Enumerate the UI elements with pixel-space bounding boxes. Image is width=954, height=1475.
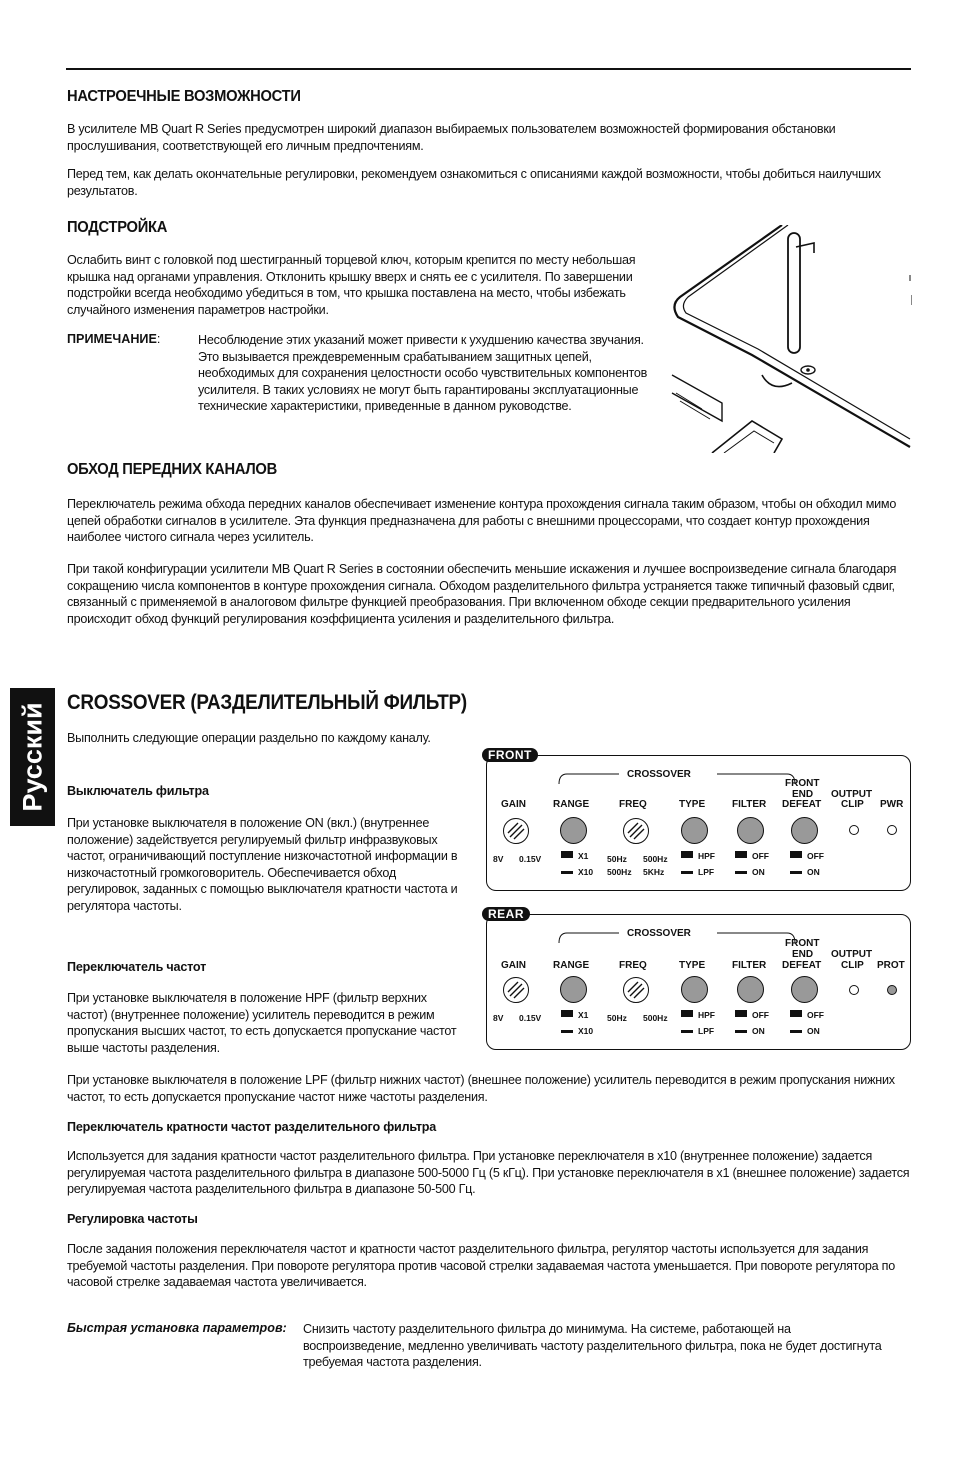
bypass-paragraph-2: При такой конфигурации усилители MB Quart R Series в состоянии обеспечить меньшие искажения и лучшее воспроизведение сигнала благодаря сокращению числа компонентов в контуре прохождения сигнала. Обходом разделительного фильтра устраняется также типичный фазовый сдвиг, связанный с применяемой в аналоговом фильтре функцией преобразования. При включенном обходе секции предварительного усиления происходит обход функций регулирования коэффициента усиления и разделительного фильтра. (67, 562, 897, 626)
front-end-defeat-switch[interactable] (791, 976, 818, 1003)
crossover-intro: Выполнить следующие операции раздельно по каждому каналу. (67, 731, 431, 745)
type-lpf-label: LPF (698, 1026, 715, 1036)
rear-control-panel (486, 914, 911, 1050)
fed-off-label: OFF (807, 851, 824, 861)
type-hpf-label: HPF (698, 851, 715, 861)
settings-paragraph-1: В усилителе MB Quart R Series предусмотрен широкий диапазон выбираемых пользователем возможностей формирования обстановки прослушивания, соответствующей его личным предпочтениям. (67, 122, 836, 153)
range-switch-x10-mark (561, 871, 573, 874)
lpf-text: При установке выключателя в положение LPF (фильтр нижних частот) (внешнее положение) усилитель переводится в режим пропускания нижних частот, то есть допускается пропускание частот ниже частоты разделения. (67, 1073, 895, 1104)
front-end-defeat-label-2: END (792, 789, 814, 800)
prot-led (887, 985, 897, 995)
front-end-defeat-label-3: DEFEAT (782, 799, 822, 810)
filter-switch-text: При установке выключателя в положение ON (вкл.) (внутреннее положение) задействуется регулируемый фильтр инфразвуковых частот, ограничивающий поступление низкочастотной информации в низкочастотный громкоговоритель. Обеспечивается обход регулировок, заданных с помощью выключателя кратности частота и регулятора частоты. (67, 816, 458, 913)
type-switch[interactable] (681, 976, 708, 1003)
fed-on-mark (790, 1030, 802, 1033)
note-text: Несоблюдение этих указаний может привести к ухудшению качества звучания. Это вызывается преждевременным срабатыванием защитных цепей, необходимых для сохранения целостности особо чувствительных компонентов усилителя. В таких условиях не могут быть гарантированы эксплуатационные технические характеристики, приведенные в данном руководстве. (198, 333, 648, 413)
freq-50hz-label: 50Hz (607, 1013, 627, 1023)
prot-label: PROT (877, 960, 905, 971)
filter-off-label: OFF (752, 1010, 769, 1020)
fed-off-label: OFF (807, 1010, 824, 1020)
freq-adjust-text: После задания положения переключателя частот и кратности частот разделительного фильтра, регулятор частоты используется для задания требуемой частоты разделения. При повороте регулятора против часовой стрелки задаваемая частота уменьшается. При повороте регулятора по часовой стрелке задаваемая частота увеличивается. (67, 1242, 895, 1289)
fed-off-mark (790, 1010, 802, 1017)
quick-setup-label: Быстрая установка параметров: (67, 1321, 287, 1335)
fed-on-label: ON (807, 1026, 820, 1036)
gain-min-label: 8V (493, 1013, 504, 1023)
freq-switch-text: При установке выключателя в положение HPF (фильтр верхних частот) (внутреннее положение) усилитель переводится в режим пропускания высших частот, то есть допускается пропускание частот выше частоты разделения. (67, 991, 457, 1055)
type-hpf-mark (681, 1010, 693, 1017)
freq-5khz-label: 5KHz (643, 867, 665, 877)
amplifier-lid-illustration (662, 225, 912, 453)
crossover-label: CROSSOVER (627, 928, 691, 939)
note-label: ПРИМЕЧАНИЕ: (67, 332, 161, 346)
range-x10-label: X10 (578, 867, 594, 877)
front-panel-label: FRONT (482, 748, 538, 762)
filter-on-mark (735, 1030, 747, 1033)
freq-50hz-label: 50Hz (607, 854, 627, 864)
type-switch[interactable] (681, 817, 708, 844)
range-x1-label: X1 (578, 851, 589, 861)
language-side-tab: Русский (10, 688, 55, 826)
type-hpf-label: HPF (698, 1010, 715, 1020)
freq-500hz-label: 500Hz (643, 1013, 668, 1023)
fed-on-label: ON (807, 867, 820, 877)
filter-on-label: ON (752, 1026, 765, 1036)
clip-label: CLIP (841, 960, 864, 971)
range-switch-x10-mark (561, 1030, 573, 1033)
pwr-led (887, 825, 897, 835)
range-x1-label: X1 (578, 1010, 589, 1020)
type-lpf-mark (681, 871, 693, 874)
front-end-defeat-label-2: END (792, 949, 814, 960)
range-label: RANGE (553, 799, 590, 810)
clip-led (849, 825, 859, 835)
top-rule (66, 68, 911, 70)
filter-off-label: OFF (752, 851, 769, 861)
output-label: OUTPUT (831, 949, 873, 960)
gain-knob[interactable] (503, 977, 529, 1003)
filter-label: FILTER (732, 799, 767, 810)
type-lpf-label: LPF (698, 867, 715, 877)
type-hpf-mark (681, 851, 693, 858)
tuning-paragraph: Ослабить винт с головкой под шестигранный торцевой ключ, которым крепится по месту небольшая крышка над органами управления. Отклонить крышку вверх и снять ее с усилителя. По завершении подстройки всегда необходимо убедиться в том, что крышка поставлена на место, чтобы избежать случайного изменения параметров настройки. (67, 253, 636, 317)
filter-off-mark (735, 1010, 747, 1017)
range-x10-label: X10 (578, 1026, 594, 1036)
section-title-front-bypass: ОБХОД ПЕРЕДНИХ КАНАЛОВ (67, 461, 277, 478)
freq-label: FREQ (619, 799, 647, 810)
multiplier-title: Переключатель кратности частот разделительного фильтра (67, 1120, 437, 1134)
freq-500hz-x10-label: 500Hz (607, 867, 632, 877)
filter-on-mark (735, 871, 747, 874)
filter-off-mark (735, 851, 747, 858)
freq-knob[interactable] (623, 977, 649, 1003)
freq-500hz-label: 500Hz (643, 854, 668, 864)
fed-on-mark (790, 871, 802, 874)
bypass-paragraph-1: Переключатель режима обхода передних каналов обеспечивает изменение контура прохождения сигнала таким образом, чтобы он обходил мимо цепей обработки сигналов в усилителе. Эта функция предназначена для работы с внешними процессорами, что создает контур прохождения наиболее чистого сигнала через усилитель. (67, 497, 897, 544)
quick-setup-text: Снизить частоту разделительного фильтра до минимума. На системе, работающей на воспроизведение, медленно увеличивать частоту разделительного фильтра, пока не будет достигнута требуемая частота разделения. (303, 1322, 882, 1369)
section-title-settings: НАСТРОЕЧНЫЕ ВОЗМОЖНОСТИ (67, 88, 301, 105)
gain-min-label: 8V (493, 854, 504, 864)
pwr-label: PWR (880, 799, 904, 810)
section-title-tuning: ПОДСТРОЙКА (67, 219, 168, 236)
rear-panel-label: REAR (482, 907, 530, 921)
fed-off-mark (790, 851, 802, 858)
section-title-crossover: CROSSOVER (РАЗДЕЛИТЕЛЬНЫЙ ФИЛЬТР) (67, 691, 467, 714)
freq-adjust-title: Регулировка частоты (67, 1212, 198, 1226)
gain-label: GAIN (501, 799, 526, 810)
range-switch[interactable] (560, 976, 587, 1003)
range-switch[interactable] (560, 817, 587, 844)
clip-label: CLIP (841, 799, 864, 810)
range-label: RANGE (553, 960, 590, 971)
front-end-defeat-switch[interactable] (791, 817, 818, 844)
front-end-defeat-label-1: FRONT (785, 778, 820, 789)
type-label: TYPE (679, 799, 706, 810)
settings-paragraph-2: Перед тем, как делать окончательные регулировки, рекомендуем ознакомиться с описаниями каждой возможности, чтобы добиться наилучших результатов. (67, 167, 881, 198)
filter-switch[interactable] (737, 817, 764, 844)
gain-max-label: 0.15V (519, 854, 542, 864)
gain-max-label: 0.15V (519, 1013, 542, 1023)
type-label: TYPE (679, 960, 706, 971)
front-end-defeat-label-1: FRONT (785, 938, 820, 949)
filter-label: FILTER (732, 960, 767, 971)
clip-led (849, 985, 859, 995)
output-label: OUTPUT (831, 789, 873, 800)
gain-label: GAIN (501, 960, 526, 971)
filter-on-label: ON (752, 867, 765, 877)
type-lpf-mark (681, 1030, 693, 1033)
range-switch-x1-mark (561, 1010, 573, 1017)
freq-label: FREQ (619, 960, 647, 971)
filter-switch-title: Выключатель фильтра (67, 784, 209, 798)
gain-knob[interactable] (503, 818, 529, 844)
range-switch-x1-mark (561, 851, 573, 858)
filter-switch[interactable] (737, 976, 764, 1003)
front-control-panel (486, 755, 911, 891)
multiplier-text: Используется для задания кратности частот разделительного фильтра. При установке переключателя в x10 (внутреннее положение) задается регулируемая частота разделительного фильтра в диапазоне 500-5000 Гц (5 кГц). При установке переключателя в x1 (внешнее положение) задается регулируемая частота разделительного фильтра в диапазоне 50-500 Гц. (67, 1149, 910, 1196)
front-end-defeat-label-3: DEFEAT (782, 960, 822, 971)
freq-knob[interactable] (623, 818, 649, 844)
freq-switch-title: Переключатель частот (67, 960, 207, 974)
crossover-label: CROSSOVER (627, 769, 691, 780)
